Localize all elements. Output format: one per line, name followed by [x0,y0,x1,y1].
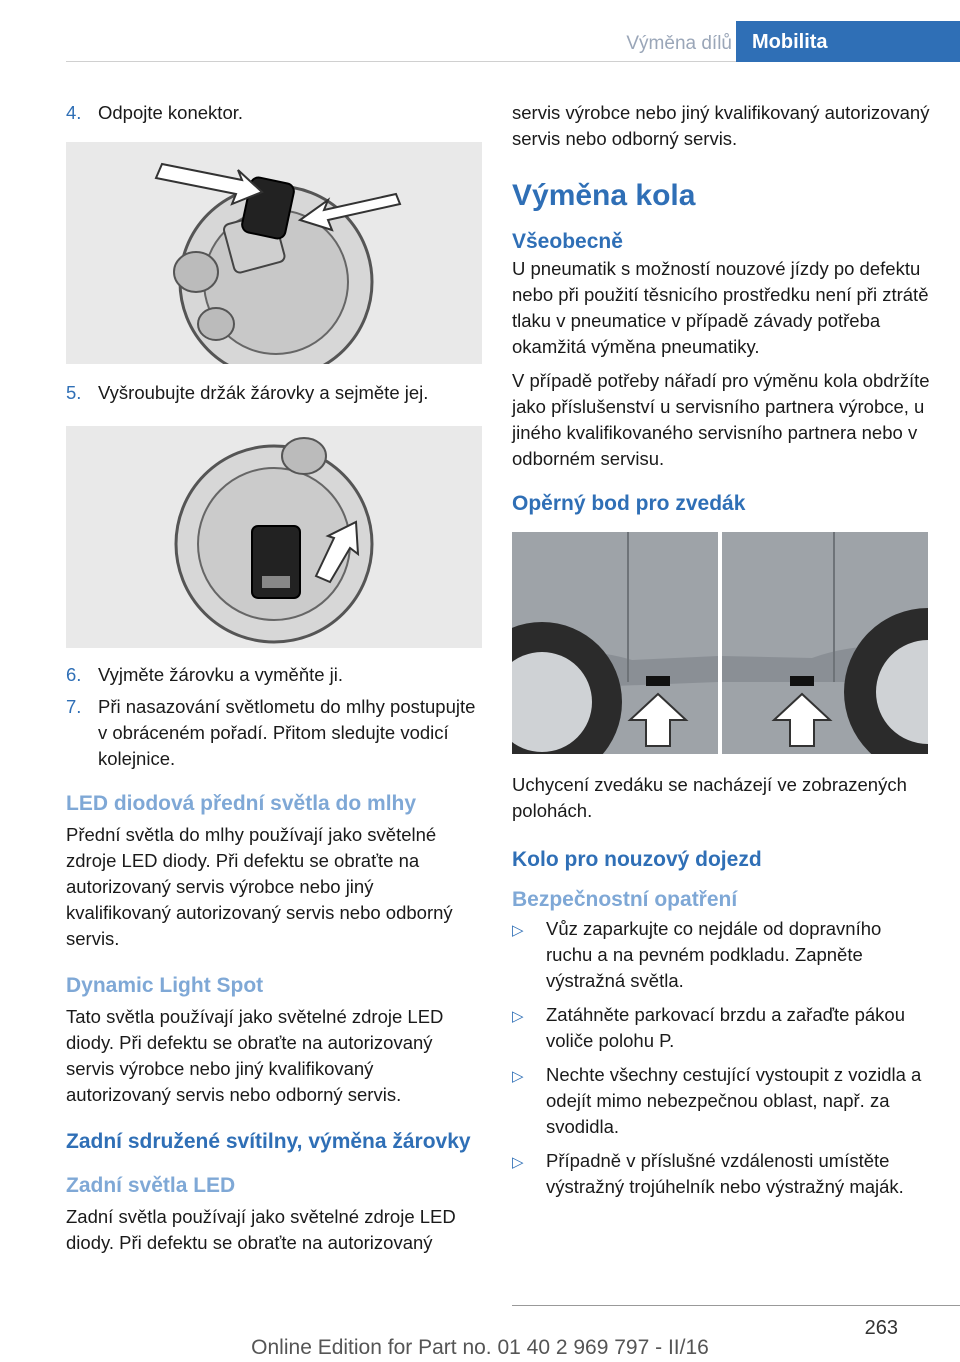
jack-points-text: Uchycení zvedáku se nacházejí ve zobrazených polohách. [512,774,907,821]
heading-wheel-change: Výměna kola [512,179,696,212]
bullet-text: Případně v příslušné vzdálenosti umístěte výstražný trojúhelník nebo výstražný maják. [546,1150,904,1197]
step-text: Vyšroubujte držák žárovky a sejměte jej. [98,382,429,403]
fog-light-connector-illustration [66,142,482,364]
bullet-text: Zatáhněte parkovací brzdu a zařaďte pákou voliče polohu P. [546,1004,905,1051]
step-text: Při nasazování světlometu do mlhy postupujte v obráceném pořadí. Přitom sledujte vodicí kolejnice. [98,696,476,769]
figure-jack-points [512,532,928,754]
jack-points-illustration [512,532,928,754]
heading-dynamic-light-spot: Dynamic Light Spot [66,974,264,997]
bullet-text: Vůz zaparkujte co nejdále od dopravního ruchu a na pevném podkladu. Zapněte výstražná světla. [546,918,882,991]
safety-bullet-3 [512,1062,932,1140]
general-text-1: U pneumatik s možností nouzové jízdy po defektu nebo při použití těsnicího prostředku není při ztrátě tlaku v pneumatice v případě závady potřeba okamžitá výměna pneumatiky. [512,258,929,357]
step-5 [66,380,482,406]
safety-bullet-2 [512,1002,932,1054]
header-section-title: Výměna dílů [626,33,732,54]
step-text: Vyjměte žárovku a vyměňte ji. [98,664,344,685]
figure-disconnect-connector [66,142,482,364]
step-text: Odpojte konektor. [98,102,244,123]
step-number: 7. [66,696,82,717]
footer-rule [512,1305,960,1306]
header-chapter-tab: Mobilita [736,21,960,62]
heading-rear-led: Zadní světla LED [66,1174,236,1197]
step-4 [66,100,482,126]
step-number: 6. [66,664,82,685]
heading-rear-lights: Zadní sdružené svítilny, výměna žárovky [66,1130,471,1153]
safety-bullet-1 [512,916,932,994]
bulb-holder-illustration [66,426,482,648]
heading-led-fog-lights: LED diodová přední světla do mlhy [66,792,417,815]
heading-jack-points: Opěrný bod pro zvedák [512,492,746,515]
general-text-2: V případě potřeby nářadí pro výměnu kola obdržíte jako příslušenství u servisního partnera výrobce, u jiného kvalifikovaného servisního partnera nebo v odborném servisu. [512,370,930,469]
led-fog-lights-text: Přední světla do mlhy používají jako světelné zdroje LED diody. Při defektu se obraťte na autorizovaný servis výrobce nebo jiný kvalifikovaný autorizovaný servis nebo odborný servis. [66,824,453,949]
triangle-bullet-icon: ▷ [512,1008,524,1025]
step-6 [66,662,482,688]
heading-general: Všeobecně [512,230,623,253]
triangle-bullet-icon: ▷ [512,922,524,939]
bullet-text: Nechte všechny cestující vystoupit z vozidla a odejít mimo nebezpečnou oblast, např. za svodidla. [546,1064,922,1137]
safety-bullet-4 [512,1148,932,1200]
step-number: 4. [66,102,82,123]
left-column [66,100,482,1256]
triangle-bullet-icon: ▷ [512,1068,524,1085]
edition-footer: Online Edition for Part no. 01 40 2 969 797 - II/16 [251,1336,709,1359]
rear-led-text: Zadní světla používají jako světelné zdroje LED diody. Při defektu se obraťte na autorizovaný [66,1206,456,1253]
step-7 [66,694,482,772]
figure-remove-bulb-holder [66,426,482,648]
dynamic-light-spot-text: Tato světla používají jako světelné zdroje LED diody. Při defektu se obraťte na autorizovaný servis výrobce nebo jiný kvalifikovaný autorizovaný servis nebo odborný servis. [66,1006,444,1105]
continued-text: servis výrobce nebo jiný kvalifikovaný autorizovaný servis nebo odborný servis. [512,102,930,149]
heading-safety: Bezpečnostní opatření [512,888,738,911]
step-number: 5. [66,382,82,403]
heading-spare-wheel: Kolo pro nouzový dojezd [512,848,762,871]
triangle-bullet-icon: ▷ [512,1154,524,1171]
page-number: 263 [864,1317,898,1339]
right-column [512,100,932,1200]
